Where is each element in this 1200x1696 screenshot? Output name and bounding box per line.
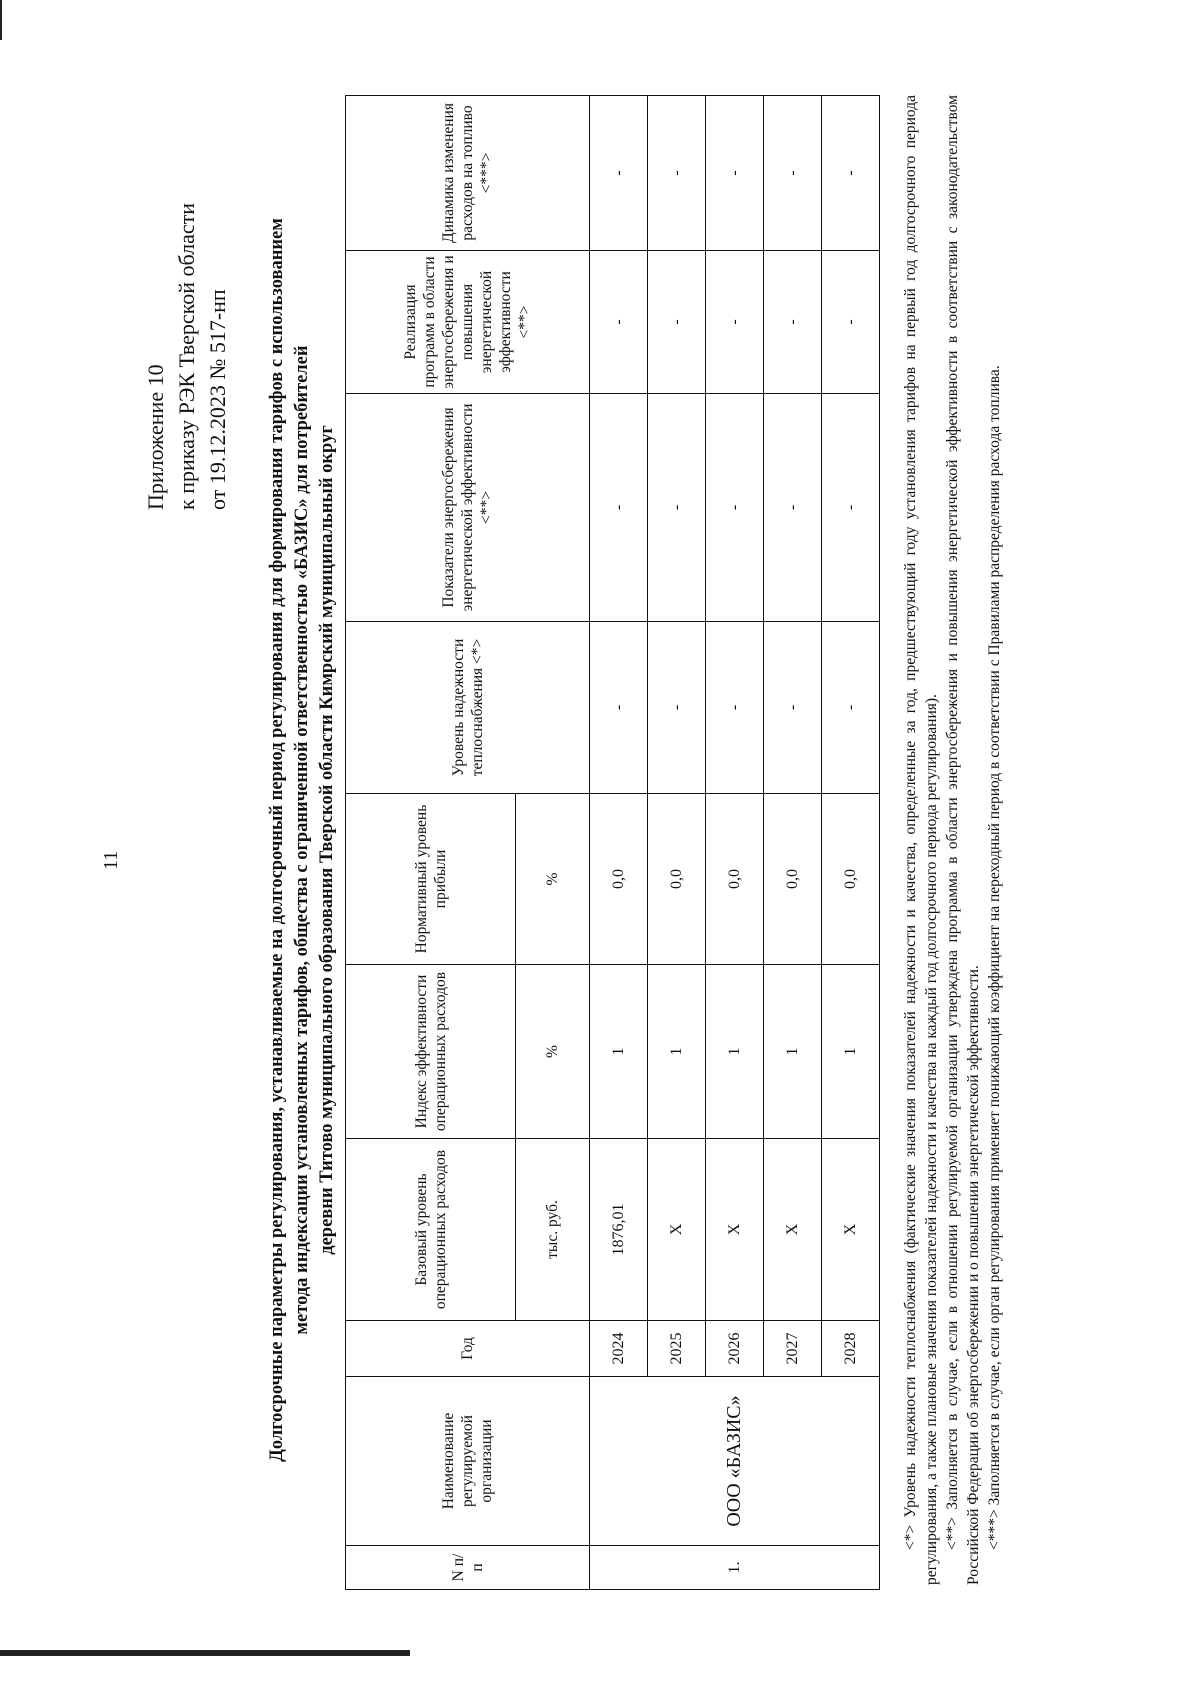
scan-border-top — [0, 1650, 410, 1656]
fuel-dynamics-cell: - — [705, 95, 764, 251]
row-number: 1. — [589, 1545, 880, 1590]
year-cell: 2028 — [821, 1320, 880, 1377]
energy-programs-cell: - — [647, 250, 706, 394]
title-line-1: Долгосрочные параметры регулирования, устанавливаемые на долгосрочный период регулирования для формирования тарифов с использованием — [267, 218, 287, 1462]
title-line-2: метода индексации установленных тарифов, общества с ограниченной ответственностью «БАЗИС» для потребителей — [292, 345, 312, 1335]
profit-cell: 0,0 — [647, 793, 706, 965]
footnotes — [900, 95, 1005, 1585]
year-cell: 2025 — [647, 1320, 706, 1377]
year-cell: 2027 — [763, 1320, 822, 1377]
energy-programs-cell: - — [821, 250, 880, 394]
fuel-dynamics-cell: - — [589, 95, 648, 251]
base-level-cell: X — [705, 1138, 764, 1321]
energy-programs-cell: - — [589, 250, 648, 394]
header-num: N п/п — [345, 1545, 590, 1590]
fuel-dynamics-cell: - — [763, 95, 822, 251]
year-cell: 2024 — [589, 1320, 648, 1377]
header-reliability: Уровень надежности теплоснабжения <*> — [345, 621, 590, 794]
document-title — [265, 140, 340, 1540]
header-profit: Нормативный уровень прибыли — [345, 793, 516, 965]
unit-base-level: тыс. руб. — [515, 1138, 590, 1321]
rotated-document-page — [70, 80, 1130, 1640]
reliability-cell: - — [589, 621, 648, 794]
unit-profit: % — [515, 793, 590, 965]
energy-programs-cell: - — [705, 250, 764, 394]
header-efficiency-index: Индекс эффективности операционных расходов — [345, 964, 516, 1139]
appendix-header — [140, 90, 233, 510]
energy-indicators-cell: - — [821, 393, 880, 622]
energy-indicators-cell: - — [763, 393, 822, 622]
reliability-cell: - — [647, 621, 706, 794]
appendix-line-2: к приказу РЭК Тверской области — [174, 202, 199, 510]
base-level-cell: X — [647, 1138, 706, 1321]
appendix-line-3: от 19.12.2023 № 517-нп — [205, 289, 230, 510]
unit-efficiency-index: % — [515, 964, 590, 1139]
footnote-3: <***> Заполняется в случае, если орган регулирования применяет понижающий коэффициент на переходный период в соответствии с Правилами распределения расхода топлива. — [986, 365, 1003, 1550]
header-org: Наименование регулируемой организации — [345, 1376, 590, 1546]
energy-programs-cell: - — [763, 250, 822, 394]
efficiency-index-cell: 1 — [705, 964, 764, 1139]
profit-cell: 0,0 — [705, 793, 764, 965]
base-level-cell: X — [763, 1138, 822, 1321]
year-cell: 2026 — [705, 1320, 764, 1377]
profit-cell: 0,0 — [821, 793, 880, 965]
base-level-cell: 1876,01 — [589, 1138, 648, 1321]
efficiency-index-cell: 1 — [589, 964, 648, 1139]
efficiency-index-cell: 1 — [647, 964, 706, 1139]
scan-border-left — [0, 0, 2, 40]
page-number: 11 — [100, 850, 122, 870]
reliability-cell: - — [705, 621, 764, 794]
header-base-level: Базовый уровень операционных расходов — [345, 1138, 516, 1321]
energy-indicators-cell: - — [705, 393, 764, 622]
footnote-2: <**> Заполняется в случае, если в отношении регулируемой организации утверждена программа в области энергосбережения и повышения энергетической эффективности в соответствии с законодательством Российской Федерации об энергосбережении и о повышении энергетической эффективности. — [944, 95, 982, 1585]
fuel-dynamics-cell: - — [821, 95, 880, 251]
title-line-3: деревни Титово муниципального образования Тверской области Кимрский муниципальный округ — [317, 425, 337, 1255]
energy-indicators-cell: - — [647, 393, 706, 622]
footnote-1: <*> Уровень надежности теплоснабжения (фактические значения показателей надежности и качества, определенные за год, предшествующий году установления тарифов на первый год долгосрочного периода регулирования, а также плановые значения показателей надежности и качества на каждый год долгосрочного периода регулирования). — [902, 95, 940, 1585]
reliability-cell: - — [763, 621, 822, 794]
header-fuel-dynamics: Динамика изменения расходов на топливо <***> — [345, 95, 590, 251]
energy-indicators-cell: - — [589, 393, 648, 622]
parameters-table — [345, 95, 880, 1590]
org-name: ООО «БАЗИС» — [589, 1376, 880, 1546]
appendix-line-1: Приложение 10 — [143, 364, 168, 510]
header-year: Год — [345, 1320, 590, 1377]
header-energy-indicators: Показатели энергосбережения энергетической эффективности <**> — [345, 393, 590, 622]
efficiency-index-cell: 1 — [821, 964, 880, 1139]
profit-cell: 0,0 — [763, 793, 822, 965]
reliability-cell: - — [821, 621, 880, 794]
fuel-dynamics-cell: - — [647, 95, 706, 251]
base-level-cell: X — [821, 1138, 880, 1321]
efficiency-index-cell: 1 — [763, 964, 822, 1139]
profit-cell: 0,0 — [589, 793, 648, 965]
header-energy-programs: Реализация программ в области энергосбережения и повышения энергетической эффективности <**> — [345, 250, 590, 394]
